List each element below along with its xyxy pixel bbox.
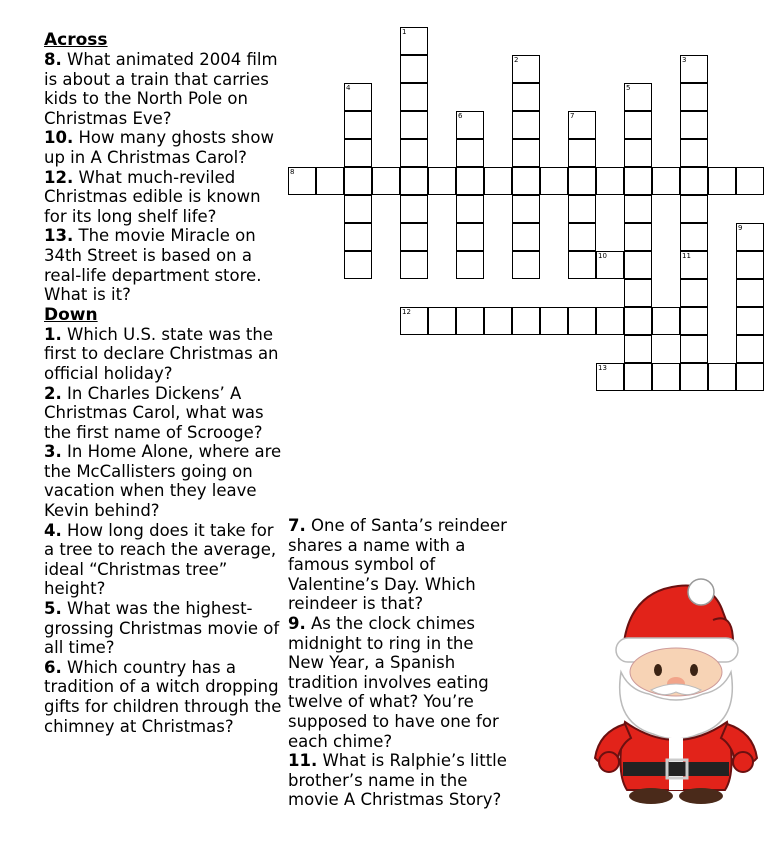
crossword-cell[interactable] [624, 167, 652, 195]
crossword-cell[interactable] [680, 195, 708, 223]
crossword-cell[interactable] [680, 335, 708, 363]
crossword-cell[interactable] [568, 195, 596, 223]
crossword-cell[interactable] [736, 279, 764, 307]
crossword-cell[interactable] [624, 83, 652, 111]
cell-number: 10 [598, 252, 607, 260]
across-clue-12 [44, 168, 284, 227]
santa-claus-icon [583, 572, 763, 808]
clue-text: Which U.S. state was the first to declare Christmas an official holiday? [44, 324, 279, 383]
crossword-cell[interactable] [344, 251, 372, 279]
clue-number: 8. [44, 50, 62, 69]
crossword-cell[interactable] [624, 139, 652, 167]
down-clue-9 [288, 614, 513, 751]
cell-number: 5 [626, 84, 631, 92]
clue-number: 4. [44, 520, 62, 540]
crossword-cell[interactable] [400, 167, 428, 195]
clue-text: In Home Alone, where are the McCallisters going on vacation when they leave Kevin behind? [44, 442, 282, 521]
across-clue-13 [44, 226, 284, 304]
crossword-cell[interactable] [596, 167, 624, 195]
crossword-cell[interactable] [400, 223, 428, 251]
clue-text: One of Santa’s reindeer shares a name with a famous symbol of Valentine’s Day. Which reindeer is that? [288, 516, 507, 614]
crossword-cell[interactable] [596, 363, 624, 391]
crossword-cell[interactable] [512, 223, 540, 251]
cell-number: 9 [738, 224, 743, 232]
clue-text: How many ghosts show up in A Christmas Carol? [44, 128, 274, 167]
crossword-cell[interactable] [680, 167, 708, 195]
clue-column-left [44, 30, 284, 736]
cell-number: 3 [682, 56, 687, 64]
crossword-cell[interactable] [624, 363, 652, 391]
across-heading: Across [44, 30, 108, 50]
down-clue-4 [44, 521, 284, 599]
crossword-cell[interactable] [680, 111, 708, 139]
crossword-cell[interactable] [708, 167, 736, 195]
down-clue-11 [288, 751, 513, 810]
crossword-cell[interactable] [680, 279, 708, 307]
clue-number: 5. [44, 599, 62, 619]
crossword-cell[interactable] [596, 307, 624, 335]
clue-number: 11. [288, 751, 318, 771]
crossword-cell[interactable] [512, 139, 540, 167]
clue-number: 7. [288, 516, 306, 535]
crossword-cell[interactable] [624, 335, 652, 363]
crossword-cell[interactable] [736, 363, 764, 391]
down-clue-2 [44, 384, 284, 443]
cell-number: 13 [598, 364, 607, 372]
crossword-cell[interactable] [680, 251, 708, 279]
crossword-cell[interactable] [512, 251, 540, 279]
crossword-cell[interactable] [736, 251, 764, 279]
crossword-cell[interactable] [652, 363, 680, 391]
crossword-cell[interactable] [512, 111, 540, 139]
clue-number: 2. [44, 383, 62, 403]
cell-number: 7 [570, 112, 575, 120]
crossword-cell[interactable] [624, 195, 652, 223]
crossword-cell[interactable] [456, 111, 484, 139]
crossword-cell[interactable] [512, 195, 540, 223]
crossword-cell[interactable] [484, 307, 512, 335]
crossword-cell[interactable] [540, 307, 568, 335]
crossword-cell[interactable] [456, 251, 484, 279]
clue-number: 3. [44, 442, 62, 462]
crossword-cell[interactable] [624, 279, 652, 307]
crossword-cell[interactable] [568, 307, 596, 335]
down-clue-1 [44, 325, 284, 384]
crossword-cell[interactable] [344, 111, 372, 139]
clue-text: In Charles Dickens’ A Christmas Carol, what was the first name of Scrooge? [44, 383, 264, 442]
crossword-cell[interactable] [540, 167, 568, 195]
crossword-cell[interactable] [372, 167, 400, 195]
down-clue-7 [288, 516, 513, 614]
crossword-cell[interactable] [680, 307, 708, 335]
crossword-cell[interactable] [736, 223, 764, 251]
clue-text: What is Ralphie’s little brother’s name in the movie A Christmas Story? [288, 751, 507, 810]
crossword-cell[interactable] [568, 167, 596, 195]
crossword-cell[interactable] [344, 83, 372, 111]
crossword-cell[interactable] [400, 27, 428, 55]
crossword-cell[interactable] [512, 83, 540, 111]
crossword-cell[interactable] [624, 307, 652, 335]
crossword-cell[interactable] [456, 167, 484, 195]
crossword-cell[interactable] [428, 167, 456, 195]
clue-text: Which country has a tradition of a witch dropping gifts for children through the chimney at Christmas? [44, 657, 282, 736]
crossword-cell[interactable] [680, 55, 708, 83]
clue-text: What animated 2004 film is about a train that carries kids to the North Pole on Christmas Eve? [44, 50, 278, 128]
crossword-cell[interactable] [652, 307, 680, 335]
crossword-cell[interactable] [680, 139, 708, 167]
crossword-cell[interactable] [400, 307, 428, 335]
clue-number: 9. [288, 613, 306, 633]
across-clue-10 [44, 128, 284, 167]
cell-number: 2 [514, 56, 519, 64]
clue-text: As the clock chimes midnight to ring in the New Year, a Spanish tradition involves eating twelve of what? You’re supposed to have one for each chime? [288, 613, 499, 751]
clue-column-right [288, 516, 513, 810]
clue-text: What was the highest-grossing Christmas movie of all time? [44, 599, 280, 658]
crossword-cell[interactable] [428, 307, 456, 335]
clue-number: 12. [44, 167, 74, 187]
crossword-cell[interactable] [456, 195, 484, 223]
crossword-cell[interactable] [708, 363, 736, 391]
crossword-cell[interactable] [400, 83, 428, 111]
crossword-cell[interactable] [400, 251, 428, 279]
crossword-cell[interactable] [568, 111, 596, 139]
cell-number: 11 [682, 252, 691, 260]
down-clue-5 [44, 599, 284, 658]
clue-text: How long does it take for a tree to reach the average, ideal “Christmas tree” height? [44, 520, 277, 599]
crossword-cell[interactable] [400, 195, 428, 223]
cell-number: 4 [346, 84, 351, 92]
crossword-cell[interactable] [400, 55, 428, 83]
crossword-cell[interactable] [624, 111, 652, 139]
crossword-cell[interactable] [512, 55, 540, 83]
crossword-cell[interactable] [344, 167, 372, 195]
cell-number: 1 [402, 28, 407, 36]
crossword-cell[interactable] [400, 139, 428, 167]
crossword-cell[interactable] [652, 167, 680, 195]
clue-number: 1. [44, 324, 62, 344]
crossword-cell[interactable] [736, 307, 764, 335]
crossword-cell[interactable] [736, 335, 764, 363]
crossword-cell[interactable] [568, 139, 596, 167]
crossword-cell[interactable] [344, 223, 372, 251]
across-clue-8 [44, 50, 284, 128]
cell-number: 12 [402, 308, 411, 316]
crossword-cell[interactable] [596, 251, 624, 279]
crossword-cell[interactable] [344, 195, 372, 223]
crossword-cell[interactable] [680, 363, 708, 391]
down-heading: Down [44, 304, 98, 325]
cell-number: 8 [290, 168, 295, 176]
crossword-cell[interactable] [400, 111, 428, 139]
down-clue-6 [44, 658, 284, 736]
down-clue-3 [44, 442, 284, 520]
crossword-cell[interactable] [316, 167, 344, 195]
cell-number: 6 [458, 112, 463, 120]
clue-number: 10. [44, 128, 74, 148]
crossword-cell[interactable] [624, 223, 652, 251]
clue-text: The movie Miracle on 34th Street is based on a real-life department store. What is it? [44, 226, 262, 305]
crossword-cell[interactable] [456, 139, 484, 167]
crossword-cell[interactable] [568, 251, 596, 279]
crossword-cell[interactable] [484, 167, 512, 195]
clue-text: What much-reviled Christmas edible is known for its long shelf life? [44, 167, 261, 226]
crossword-cell[interactable] [288, 167, 316, 195]
clue-number: 13. [44, 226, 74, 246]
crossword-cell[interactable] [512, 167, 540, 195]
crossword-cell[interactable] [512, 307, 540, 335]
crossword-cell[interactable] [344, 139, 372, 167]
crossword-cell[interactable] [736, 167, 764, 195]
crossword-cell[interactable] [568, 223, 596, 251]
clue-number: 6. [44, 657, 62, 677]
crossword-cell[interactable] [456, 307, 484, 335]
crossword-cell[interactable] [680, 83, 708, 111]
crossword-cell[interactable] [456, 223, 484, 251]
crossword-cell[interactable] [680, 223, 708, 251]
crossword-cell[interactable] [624, 251, 652, 279]
